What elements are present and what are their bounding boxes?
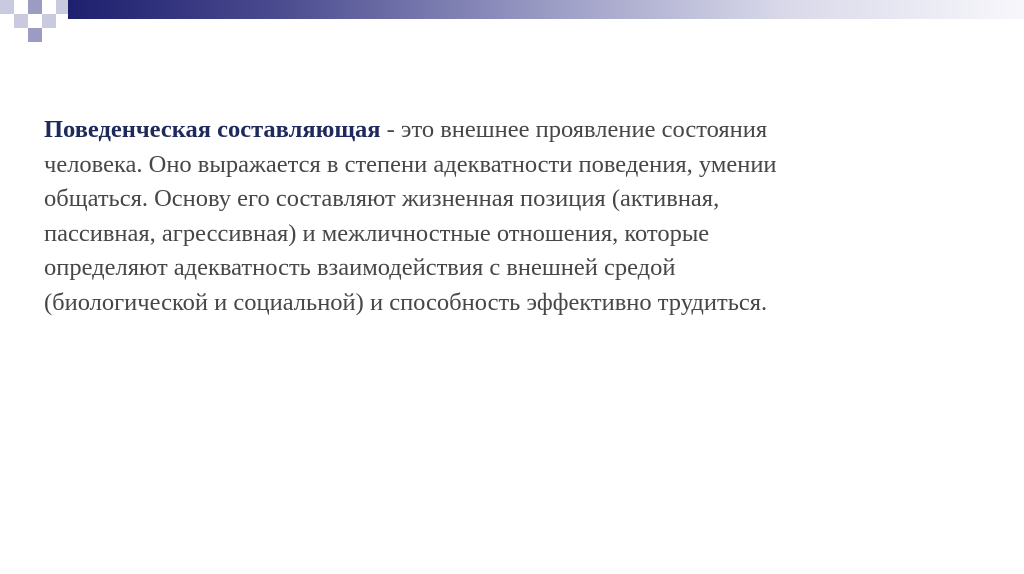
decor-square [42, 0, 56, 14]
decor-square [14, 14, 28, 28]
slide-body-text [44, 113, 984, 321]
header-decoration [0, 0, 1024, 40]
body-line: (биологической и социальной) и способность эффективно трудиться. [44, 288, 768, 316]
body-line: человека. Оно выражается в степени адекватности поведения, умении [44, 150, 777, 178]
decor-square [42, 14, 56, 28]
body-line: определяют адекватность взаимодействия с внешней средой [44, 254, 676, 282]
decor-square [14, 0, 28, 14]
decor-square [28, 0, 42, 14]
body-line: - это внешнее проявление состояния [380, 116, 768, 143]
body-line: пассивная, агрессивная) и межличностные отношения, которые [44, 219, 710, 247]
decor-square [28, 28, 42, 42]
decor-square [0, 0, 14, 14]
highlighted-term: Поведенческая составляющая [44, 116, 381, 143]
decor-square [28, 14, 42, 28]
header-gradient-bar [68, 0, 1024, 19]
body-line: общаться. Основу его составляют жизненная позиция (активная, [44, 185, 720, 213]
